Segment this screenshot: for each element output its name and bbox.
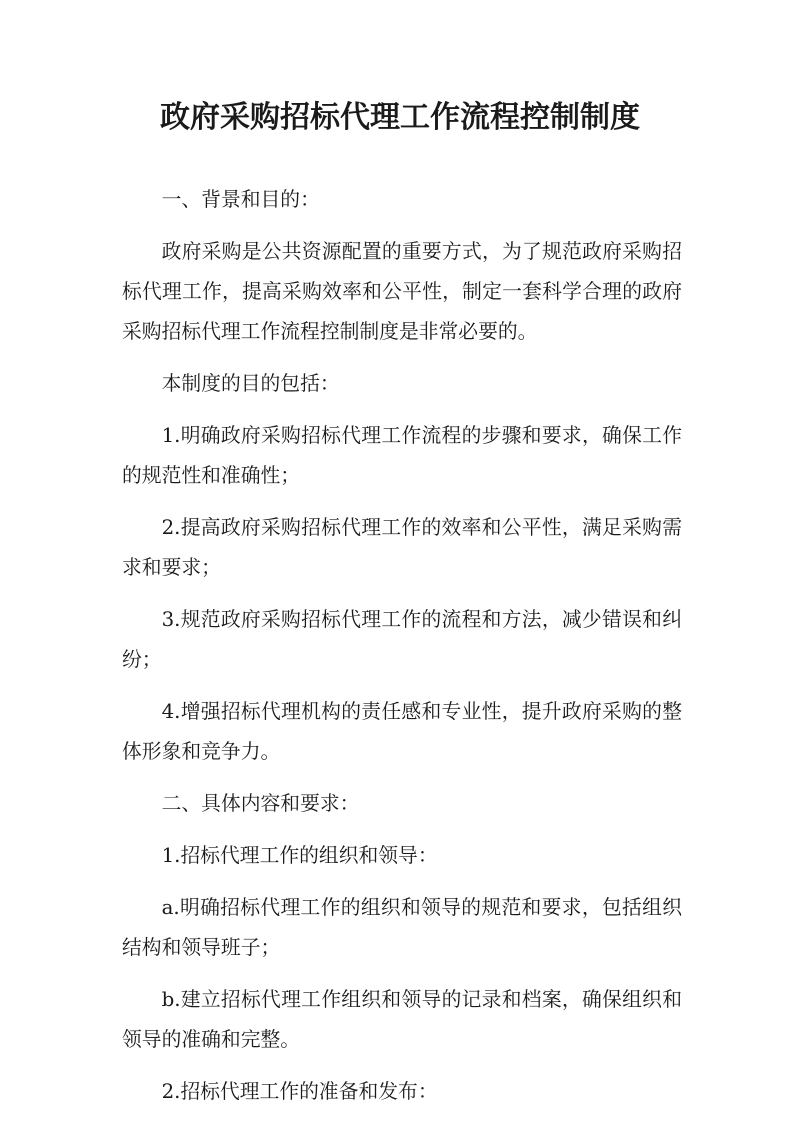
list-item: 3.规范政府采购招标代理工作的流程和方法，减少错误和纠纷； <box>122 608 682 671</box>
subsection-heading: 2.招标代理工作的准备和发布： <box>161 1080 438 1103</box>
subsection-heading: 1.招标代理工作的组织和领导： <box>161 844 438 867</box>
paragraph: 本制度的目的包括： <box>161 372 340 395</box>
paragraph: 政府采购是公共资源配置的重要方式，为了规范政府采购招标代理工作，提高采购效率和公平性，制定一套科学合理的政府采购招标代理工作流程控制制度是非常必要的。 <box>122 240 682 343</box>
list-item: a.明确招标代理工作的组织和领导的规范和要求，包括组织结构和领导班子； <box>122 896 682 959</box>
document-body <box>122 180 682 1124</box>
list-item: 2.提高政府采购招标代理工作的效率和公平性，满足采购需求和要求； <box>122 516 682 579</box>
section-heading: 一、背景和目的： <box>161 188 320 211</box>
document-title: 政府采购招标代理工作流程控制制度 <box>160 100 640 135</box>
section-heading: 二、具体内容和要求： <box>161 792 360 815</box>
list-item: b.建立招标代理工作组织和领导的记录和档案，确保组织和领导的准确和完整。 <box>122 988 682 1051</box>
list-item: 4.增强招标代理机构的责任感和专业性，提升政府采购的整体形象和竞争力。 <box>122 700 682 763</box>
list-item: 1.明确政府采购招标代理工作流程的步骤和要求，确保工作的规范性和准确性； <box>122 424 682 487</box>
